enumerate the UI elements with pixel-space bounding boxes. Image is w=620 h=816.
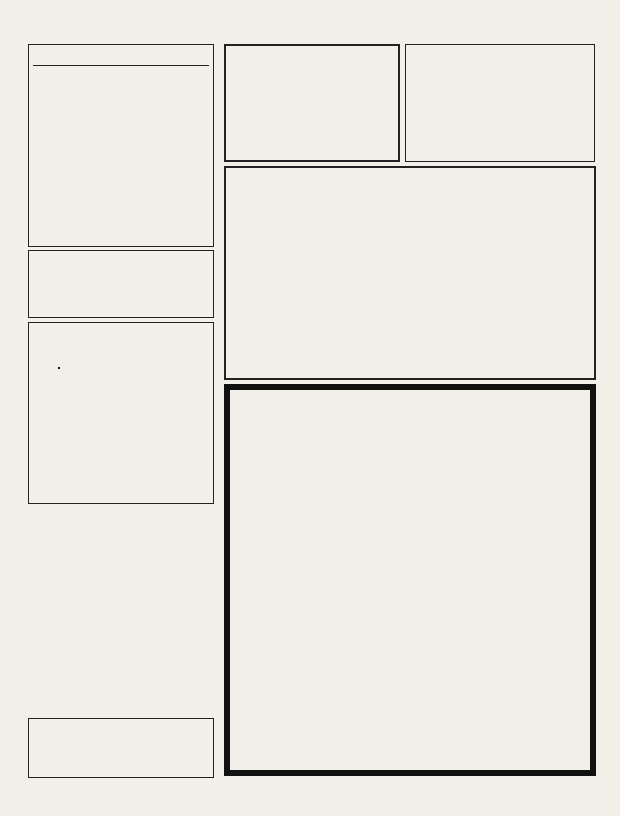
esquela-notice [224, 384, 596, 776]
crucigrama-box [28, 322, 214, 504]
union-medica-ad [224, 166, 596, 380]
crucigrama-grid [58, 367, 60, 369]
solucion-box [28, 718, 214, 778]
farmacias-box [28, 44, 214, 247]
herniado-ad [405, 44, 595, 162]
estomago-ad [224, 44, 400, 162]
aparatos-ad [28, 250, 214, 318]
